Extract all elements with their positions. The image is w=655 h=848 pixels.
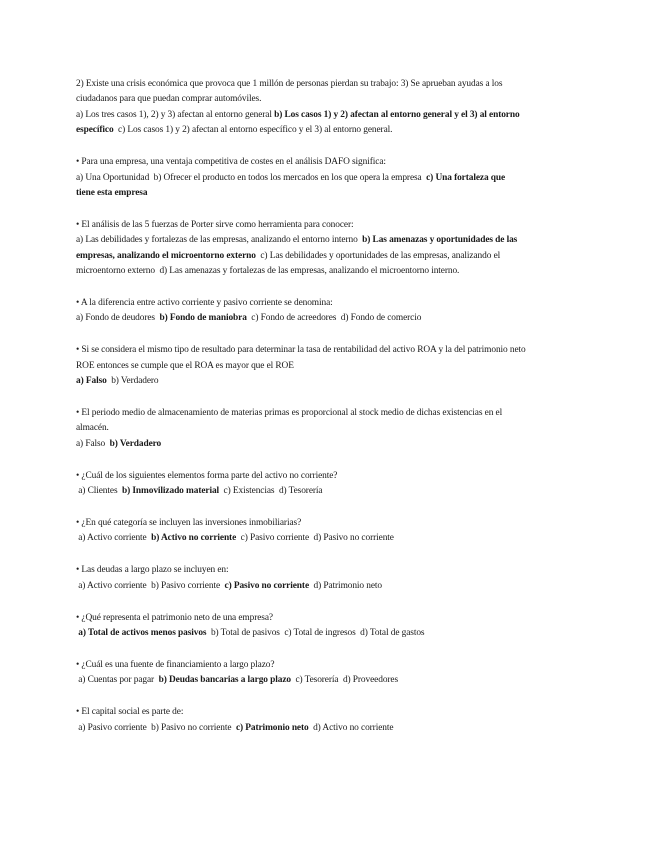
text-line (76, 359, 576, 374)
text-line (76, 484, 576, 499)
body-text: a) Falso (76, 438, 110, 449)
text-line (76, 563, 576, 578)
text-line (76, 437, 576, 452)
correct-answer-text: tiene esta empresa (76, 187, 148, 198)
body-text: c) Fondo de acreedores d) Fondo de comercio (246, 313, 422, 324)
correct-answer-text: a) Total de activos menos pasivos (76, 628, 207, 639)
body-text: • El periodo medio de almacenamiento de materias primas es proporcional al stock medio de dichas existencias en el (76, 408, 503, 418)
text-line (76, 296, 576, 311)
question-block (76, 343, 576, 389)
text-line (76, 611, 576, 626)
body-text: c) Existencias d) Tesorería (219, 486, 323, 497)
question-block (76, 469, 576, 500)
body-text: ROE entonces se cumple que el ROA es mayor que el ROE (76, 360, 294, 371)
correct-answer-text: c) Pasivo no corriente (224, 580, 310, 591)
correct-answer-text: b) Las amenazas y oportunidades de las (362, 235, 518, 246)
correct-answer-text: b) Activo no corriente (151, 533, 237, 544)
text-line (76, 249, 576, 264)
body-text: • Las deudas a largo plazo se incluyen en: (76, 565, 229, 576)
body-text: • El capital social es parte de: (76, 707, 184, 718)
correct-answer-text: a) Falso (76, 376, 107, 387)
correct-answer-text: b) Los casos 1) y 2) afectan al entorno general y el 3) al entorno (274, 109, 520, 120)
text-line (76, 264, 576, 279)
text-line (76, 469, 576, 484)
body-text: c) Los casos 1) y 2) afectan al entorno específico y el 3) al entorno general. (113, 125, 393, 136)
text-line (76, 626, 576, 641)
question-block (76, 406, 576, 452)
body-text: a) Clientes (76, 486, 122, 497)
text-line (76, 406, 576, 421)
body-text: b) Total de pasivos c) Total de ingresos d) Total de gastos (206, 628, 425, 639)
body-text: d) Activo no corriente (308, 722, 394, 733)
text-line (76, 108, 576, 123)
body-text: a) Una Oportunidad b) Ofrecer el producto en todos los mercados en los que opera la empresa (76, 172, 427, 183)
text-line (76, 421, 576, 436)
text-line (76, 171, 576, 186)
text-line (76, 531, 576, 546)
text-line (76, 92, 576, 107)
text-line (76, 579, 576, 594)
body-text: ciudadanos para que puedan comprar automóviles. (76, 94, 262, 105)
body-text: • ¿Cuál de los siguientes elementos forma parte del activo no corriente? (76, 470, 338, 481)
body-text: b) Verdadero (106, 376, 159, 387)
body-text: d) Patrimonio neto (309, 580, 383, 591)
correct-answer-text: empresas, analizando el microentorno externo (76, 250, 256, 261)
correct-answer-text: b) Fondo de maniobra (159, 313, 247, 324)
body-text: a) Los tres casos 1), 2) y 3) afectan al entorno general (76, 109, 275, 120)
body-text: • Si se considera el mismo tipo de resultado para determinar la tasa de rentabilidad del activo ROA y la del patrimonio neto (76, 345, 526, 356)
question-block (76, 563, 576, 594)
body-text: • ¿Cuál es una fuente de financiamiento a largo plazo? (76, 659, 275, 670)
text-line (76, 311, 576, 326)
text-line (76, 77, 576, 92)
text-line (76, 155, 576, 170)
body-text: microentorno externo d) Las amenazas y fortalezas de las empresas, analizando el microentorno interno. (76, 266, 460, 277)
body-text: • ¿Qué representa el patrimonio neto de una empresa? (76, 612, 273, 623)
correct-answer-text: b) Inmovilizado material (121, 486, 220, 497)
body-text: • A la diferencia entre activo corriente y pasivo corriente se denomina: (76, 297, 333, 308)
correct-answer-text: c) Patrimonio neto (235, 722, 309, 733)
text-line (76, 658, 576, 673)
body-text: a) Activo corriente (76, 533, 152, 544)
body-text: a) Cuentas por pagar (76, 675, 159, 686)
body-text: a) Pasivo corriente b) Pasivo no corriente (76, 722, 236, 733)
correct-answer-text: específico (76, 125, 114, 136)
question-block (76, 296, 576, 327)
text-line (76, 218, 576, 233)
correct-answer-text: b) Deudas bancarias a largo plazo (158, 675, 291, 686)
question-block (76, 658, 576, 689)
question-continuation (76, 77, 576, 139)
text-line (76, 673, 576, 688)
correct-answer-text: c) Una fortaleza que (426, 172, 506, 183)
text-line (76, 721, 576, 736)
question-block (76, 611, 576, 642)
question-block (76, 705, 576, 736)
body-text: a) Activo corriente b) Pasivo corriente (76, 580, 225, 591)
body-text: c) Pasivo corriente d) Pasivo no corriente (236, 533, 394, 544)
body-text: a) Las debilidades y fortalezas de las empresas, analizando el entorno interno (76, 235, 363, 246)
document-page (76, 77, 576, 753)
text-line (76, 705, 576, 720)
body-text: • Para una empresa, una ventaja competitiva de costes en el análisis DAFO significa: (76, 157, 386, 168)
text-line (76, 233, 576, 248)
question-block (76, 218, 576, 280)
body-text: 2) Existe una crisis económica que provoca que 1 millón de personas pierdan su trabajo: 3) Se aprueban ayudas a los (76, 79, 503, 89)
question-block (76, 155, 576, 201)
body-text: a) Fondo de deudores (76, 313, 160, 324)
text-line (76, 123, 576, 138)
body-text: almacén. (76, 423, 109, 434)
correct-answer-text: b) Verdadero (109, 438, 162, 449)
text-line (76, 516, 576, 531)
body-text: c) Las debilidades y oportunidades de las empresas, analizando el (255, 250, 501, 261)
body-text: • ¿En qué categoría se incluyen las inversiones inmobiliarias? (76, 518, 302, 529)
body-text: • El análisis de las 5 fuerzas de Porter sirve como herramienta para conocer: (76, 219, 354, 230)
question-block (76, 516, 576, 547)
body-text: c) Tesorería d) Proveedores (290, 675, 399, 686)
text-line (76, 343, 576, 358)
text-line (76, 374, 576, 389)
text-line (76, 186, 576, 201)
